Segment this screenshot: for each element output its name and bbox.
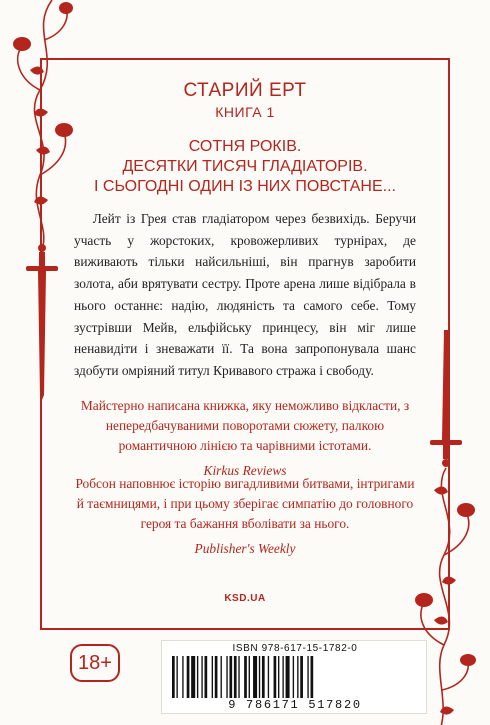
review-source: Kirkus Reviews: [203, 463, 287, 478]
barcode-bar: [259, 656, 260, 698]
barcode-bar: [187, 656, 190, 698]
barcode-bar: [297, 656, 298, 698]
review-source: Publisher's Weekly: [194, 541, 296, 556]
series-title: СТАРИЙ ЕРТ: [183, 80, 307, 101]
isbn-label: ISBN 978-617-15-1782-0: [232, 643, 358, 654]
barcode-bar: [172, 656, 175, 698]
barcode-bar: [282, 656, 283, 698]
barcode-bar: [221, 656, 222, 698]
age-rating-badge: 18+: [70, 644, 120, 682]
tagline-line: І СЬОГОДНІ ОДИН ІЗ НИХ ПОВСТАНЕ...: [94, 178, 396, 195]
barcode-bar: [268, 656, 269, 698]
barcode-bar: [262, 656, 265, 698]
barcode-bar: [274, 656, 277, 698]
review-text: Робсон наповнює історію вигадливими битвами, інтригами й таємницями, і при цьому зберігає симпатію до головного героя та бажання вболівати за нього.: [75, 476, 415, 531]
barcode-bars: [170, 656, 420, 698]
barcode-bar: [182, 656, 183, 698]
barcode-block: [161, 640, 427, 714]
barcode-bar: [311, 656, 314, 698]
barcode-bar: [253, 656, 257, 698]
review-quote: [72, 474, 418, 559]
barcode-bar: [176, 656, 177, 698]
tagline-line: ДЕСЯТКИ ТИСЯЧ ГЛАДІАТОРІВ.: [122, 158, 368, 175]
synopsis: Лейт із Грея став гладіатором через безвихідь. Беручи участь у жорстоких, кровожерливих турнірах, де виживають тільки найсильніші, він прагнув заробити золота, аби врятувати сестру. Проте арена лише відібрала в нього останнє: надію, людяність та самого себе. Тому зустрівши Мейв, ельфійську принцесу, він міг лише ненавидіти і зневажати її. Та вона запропонувала шанс здобути омріяний титул Кривавого стража і свободу.: [74, 211, 416, 378]
barcode-bar: [307, 656, 308, 698]
barcode-bar: [201, 656, 202, 698]
barcode-bar: [212, 656, 213, 698]
publisher-site: KSD.UA: [224, 593, 266, 604]
barcode-bar: [244, 656, 247, 698]
barcode-bar: [226, 656, 227, 698]
barcode-bar: [278, 656, 279, 698]
barcode-bar: [300, 656, 303, 698]
barcode-bar: [249, 656, 250, 698]
book-number: КНИГА 1: [215, 104, 275, 120]
barcode-bar: [238, 656, 239, 698]
barcode-bar: [234, 656, 237, 698]
barcode-bar: [197, 656, 198, 698]
tagline-line: СОТНЯ РОКІВ.: [188, 138, 302, 155]
barcode-bar: [293, 656, 294, 698]
barcode-bar: [191, 656, 195, 698]
barcode-bar: [215, 656, 218, 698]
barcode-bar: [286, 656, 290, 698]
tagline: [60, 137, 430, 197]
barcode-digits: 9 786171 517820: [228, 698, 362, 712]
review-text: Майстерно написана книжка, яку неможливо відкласти, з непередбачуваними поворотами сюжету, палкою романтичною лінією та чарівними істотами.: [80, 398, 410, 453]
barcode-bar: [205, 656, 208, 698]
review-quote: [72, 396, 418, 481]
barcode-bar: [229, 656, 232, 698]
